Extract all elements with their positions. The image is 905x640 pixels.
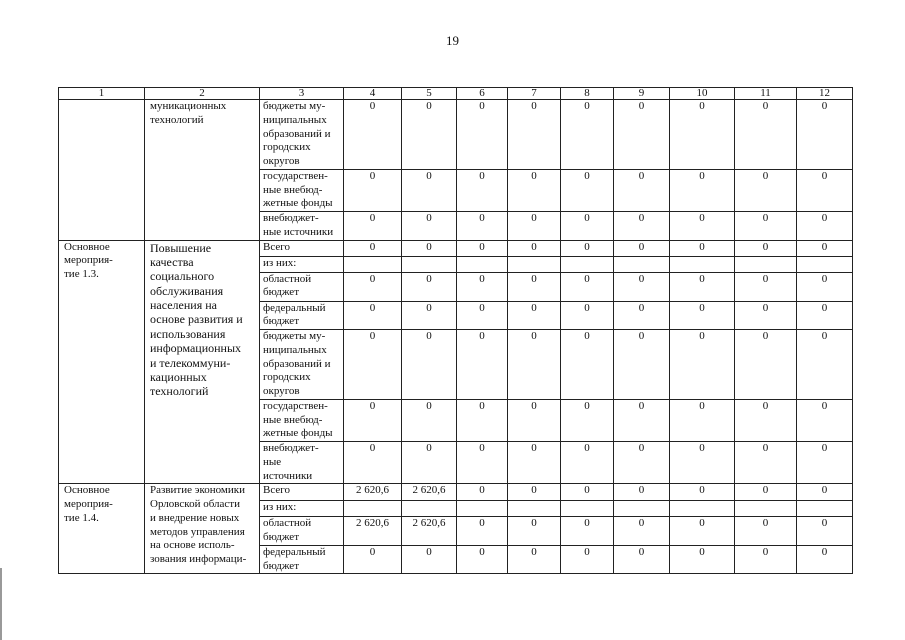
- column-header: 11: [735, 88, 797, 100]
- value-cell: 0: [344, 442, 402, 484]
- value-cell: 0: [508, 484, 561, 501]
- value-cell: [614, 501, 670, 517]
- value-cell: 0: [614, 517, 670, 546]
- value-cell: 0: [735, 545, 797, 574]
- value-cell: 0: [797, 517, 853, 546]
- value-cell: 0: [344, 272, 402, 301]
- value-cell: [457, 501, 508, 517]
- value-cell: 0: [670, 545, 735, 574]
- value-cell: 0: [735, 517, 797, 546]
- value-cell: 0: [402, 212, 457, 241]
- value-cell: 0: [402, 301, 457, 330]
- value-cell: [402, 256, 457, 272]
- activity-name-cell: Развитие экономики Орловской области и внедрение новых методов управления на основе исполь- зования информаци-: [145, 484, 260, 574]
- value-cell: 0: [508, 272, 561, 301]
- value-cell: 0: [457, 545, 508, 574]
- value-cell: 0: [797, 212, 853, 241]
- value-cell: 0: [735, 212, 797, 241]
- column-header: 9: [614, 88, 670, 100]
- table-row: [59, 240, 853, 256]
- value-cell: 0: [670, 517, 735, 546]
- value-cell: 2 620,6: [344, 484, 402, 501]
- value-cell: 0: [457, 240, 508, 256]
- column-header: 8: [561, 88, 614, 100]
- value-cell: 0: [457, 399, 508, 441]
- activity-code-cell: Основное мероприя- тие 1.3.: [59, 240, 145, 484]
- value-cell: 0: [614, 169, 670, 211]
- activity-name-cell: Повышение качества социального обслуживания населения на основе развития и использования информационных и телекоммуни- кационных технологий: [145, 240, 260, 484]
- value-cell: 0: [344, 545, 402, 574]
- table-row: [59, 100, 853, 170]
- value-cell: [735, 256, 797, 272]
- value-cell: 0: [797, 240, 853, 256]
- value-cell: 0: [402, 399, 457, 441]
- value-cell: 2 620,6: [402, 517, 457, 546]
- value-cell: 0: [735, 442, 797, 484]
- value-cell: [797, 256, 853, 272]
- value-cell: 0: [797, 484, 853, 501]
- value-cell: 2 620,6: [402, 484, 457, 501]
- value-cell: [797, 501, 853, 517]
- column-header: 10: [670, 88, 735, 100]
- value-cell: 0: [614, 212, 670, 241]
- value-cell: 0: [561, 330, 614, 400]
- value-cell: [457, 256, 508, 272]
- value-cell: 0: [508, 517, 561, 546]
- value-cell: 0: [670, 272, 735, 301]
- value-cell: 0: [614, 399, 670, 441]
- value-cell: 0: [561, 100, 614, 170]
- value-cell: 0: [561, 545, 614, 574]
- value-cell: 0: [797, 272, 853, 301]
- value-cell: [344, 256, 402, 272]
- funding-source-cell: Всего: [260, 240, 344, 256]
- column-header: 5: [402, 88, 457, 100]
- value-cell: 0: [457, 484, 508, 501]
- value-cell: 0: [561, 442, 614, 484]
- value-cell: 0: [508, 330, 561, 400]
- value-cell: 0: [614, 301, 670, 330]
- value-cell: 0: [508, 240, 561, 256]
- funding-source-cell: из них:: [260, 501, 344, 517]
- value-cell: 0: [402, 100, 457, 170]
- value-cell: 0: [508, 212, 561, 241]
- column-header: 3: [260, 88, 344, 100]
- activity-code-cell: [59, 100, 145, 241]
- funding-source-cell: областной бюджет: [260, 272, 344, 301]
- value-cell: 0: [735, 240, 797, 256]
- value-cell: 0: [670, 330, 735, 400]
- value-cell: 0: [508, 169, 561, 211]
- budget-table: [58, 87, 853, 574]
- funding-source-cell: областной бюджет: [260, 517, 344, 546]
- value-cell: 0: [670, 100, 735, 170]
- value-cell: 0: [561, 169, 614, 211]
- column-header: 12: [797, 88, 853, 100]
- value-cell: [561, 256, 614, 272]
- value-cell: 0: [614, 240, 670, 256]
- value-cell: 0: [670, 442, 735, 484]
- value-cell: 0: [735, 484, 797, 501]
- value-cell: 0: [457, 100, 508, 170]
- value-cell: 0: [457, 517, 508, 546]
- funding-source-cell: бюджеты му- ниципальных образований и городских округов: [260, 330, 344, 400]
- value-cell: 0: [457, 272, 508, 301]
- value-cell: 0: [614, 442, 670, 484]
- funding-source-cell: из них:: [260, 256, 344, 272]
- value-cell: 2 620,6: [344, 517, 402, 546]
- value-cell: [735, 501, 797, 517]
- value-cell: 0: [735, 330, 797, 400]
- value-cell: 0: [402, 545, 457, 574]
- value-cell: 0: [561, 301, 614, 330]
- activity-name-cell: муникационных технологий: [145, 100, 260, 241]
- value-cell: 0: [561, 399, 614, 441]
- value-cell: 0: [797, 301, 853, 330]
- value-cell: [561, 501, 614, 517]
- activity-code-cell: Основное мероприя- тие 1.4.: [59, 484, 145, 574]
- value-cell: 0: [735, 301, 797, 330]
- value-cell: 0: [797, 330, 853, 400]
- value-cell: 0: [344, 240, 402, 256]
- value-cell: 0: [670, 240, 735, 256]
- value-cell: 0: [797, 545, 853, 574]
- table-row: [59, 484, 853, 501]
- value-cell: [402, 501, 457, 517]
- value-cell: 0: [508, 442, 561, 484]
- column-header: 4: [344, 88, 402, 100]
- value-cell: 0: [670, 399, 735, 441]
- value-cell: 0: [457, 301, 508, 330]
- funding-source-cell: бюджеты му- ниципальных образований и городских округов: [260, 100, 344, 170]
- value-cell: 0: [402, 330, 457, 400]
- value-cell: 0: [735, 399, 797, 441]
- value-cell: 0: [614, 272, 670, 301]
- value-cell: 0: [344, 169, 402, 211]
- value-cell: 0: [344, 212, 402, 241]
- value-cell: 0: [735, 100, 797, 170]
- value-cell: 0: [614, 100, 670, 170]
- value-cell: [508, 501, 561, 517]
- value-cell: 0: [561, 484, 614, 501]
- value-cell: 0: [735, 169, 797, 211]
- value-cell: 0: [457, 442, 508, 484]
- funding-source-cell: государствен- ные внебюд- жетные фонды: [260, 399, 344, 441]
- value-cell: 0: [344, 301, 402, 330]
- value-cell: 0: [344, 330, 402, 400]
- value-cell: [670, 501, 735, 517]
- page-number: 19: [446, 33, 459, 48]
- value-cell: 0: [457, 169, 508, 211]
- funding-source-cell: внебюджет- ные источники: [260, 212, 344, 241]
- column-header: 2: [145, 88, 260, 100]
- value-cell: 0: [561, 240, 614, 256]
- funding-source-cell: Всего: [260, 484, 344, 501]
- column-header: 1: [59, 88, 145, 100]
- value-cell: [614, 256, 670, 272]
- value-cell: 0: [614, 484, 670, 501]
- funding-source-cell: государствен- ные внебюд- жетные фонды: [260, 169, 344, 211]
- value-cell: 0: [614, 330, 670, 400]
- funding-source-cell: федеральный бюджет: [260, 301, 344, 330]
- value-cell: 0: [344, 399, 402, 441]
- value-cell: 0: [402, 240, 457, 256]
- value-cell: 0: [402, 272, 457, 301]
- scan-edge-mark: [0, 568, 2, 640]
- value-cell: 0: [561, 212, 614, 241]
- value-cell: 0: [508, 399, 561, 441]
- value-cell: 0: [670, 212, 735, 241]
- value-cell: 0: [402, 169, 457, 211]
- value-cell: 0: [670, 169, 735, 211]
- value-cell: 0: [797, 100, 853, 170]
- value-cell: [670, 256, 735, 272]
- value-cell: 0: [561, 517, 614, 546]
- header-row: [59, 88, 853, 100]
- value-cell: [508, 256, 561, 272]
- value-cell: 0: [508, 100, 561, 170]
- value-cell: 0: [344, 100, 402, 170]
- value-cell: 0: [561, 272, 614, 301]
- value-cell: 0: [614, 545, 670, 574]
- value-cell: 0: [797, 399, 853, 441]
- value-cell: 0: [797, 442, 853, 484]
- value-cell: 0: [670, 484, 735, 501]
- value-cell: 0: [735, 272, 797, 301]
- column-header: 7: [508, 88, 561, 100]
- value-cell: 0: [402, 442, 457, 484]
- value-cell: 0: [457, 212, 508, 241]
- value-cell: 0: [670, 301, 735, 330]
- column-header: 6: [457, 88, 508, 100]
- funding-source-cell: федеральный бюджет: [260, 545, 344, 574]
- funding-source-cell: внебюджет- ные источники: [260, 442, 344, 484]
- value-cell: 0: [508, 301, 561, 330]
- value-cell: 0: [457, 330, 508, 400]
- value-cell: 0: [508, 545, 561, 574]
- value-cell: 0: [797, 169, 853, 211]
- value-cell: [344, 501, 402, 517]
